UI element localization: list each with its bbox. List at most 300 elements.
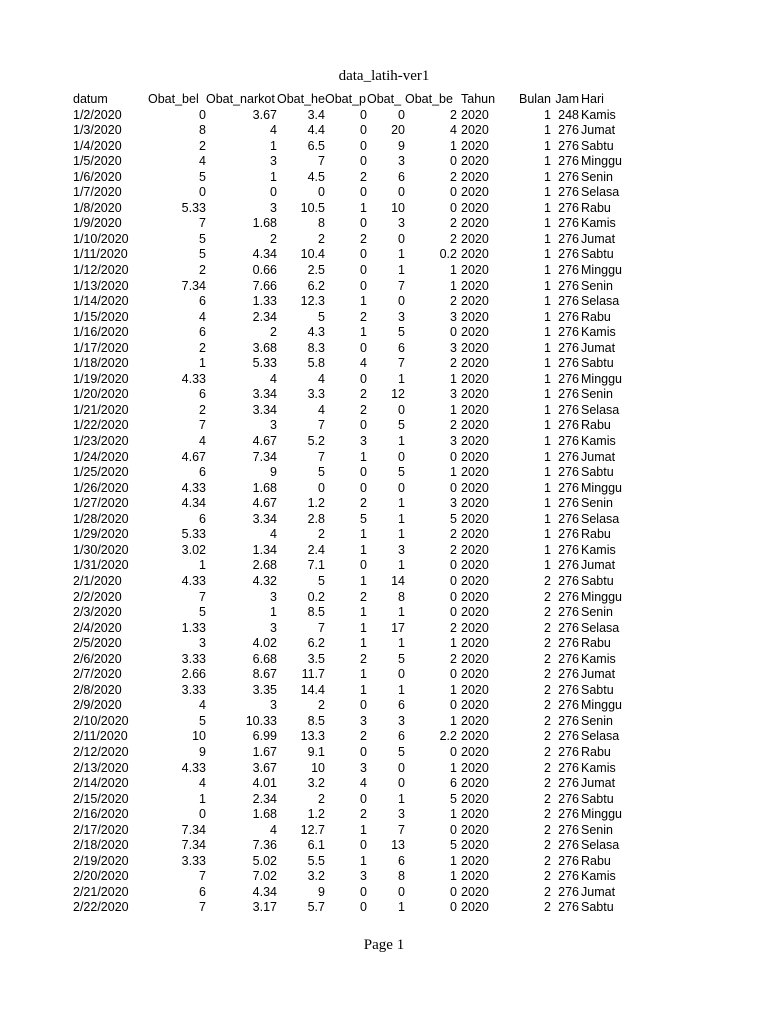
cell-hari: Kamis xyxy=(581,542,616,557)
cell-hari: Sabtu xyxy=(581,791,614,806)
cell-obat-bel: 6 xyxy=(199,294,206,309)
table-row xyxy=(73,496,631,512)
cell-obat-p: 1 xyxy=(360,325,367,340)
cell-obat-be: 5 xyxy=(450,791,457,806)
table-row xyxy=(73,325,631,341)
cell-obat-narkot: 3 xyxy=(270,200,277,215)
cell-obat-he: 0 xyxy=(318,480,325,495)
table-row xyxy=(73,605,631,621)
cell-datum: 2/1/2020 xyxy=(73,573,122,588)
cell-hari: Jumat xyxy=(581,449,616,464)
cell-obat: 0 xyxy=(398,760,405,775)
cell-obat: 9 xyxy=(398,138,405,153)
cell-obat-he: 9 xyxy=(318,884,325,899)
cell-tahun: 2020 xyxy=(461,340,489,355)
table-row xyxy=(73,170,631,186)
cell-obat-bel: 4.34 xyxy=(181,496,206,511)
cell-hari: Rabu xyxy=(581,418,611,433)
cell-obat-narkot: 2.68 xyxy=(252,558,277,573)
cell-tahun: 2020 xyxy=(461,169,489,184)
cell-bulan: 1 xyxy=(544,123,551,138)
table-row xyxy=(73,621,631,637)
cell-bulan: 2 xyxy=(544,884,551,899)
cell-tahun: 2020 xyxy=(461,418,489,433)
cell-jam: 276 xyxy=(558,309,579,324)
cell-jam: 276 xyxy=(558,744,579,759)
table-row xyxy=(73,356,631,372)
table-row xyxy=(73,481,631,497)
cell-obat: 6 xyxy=(398,853,405,868)
cell-hari: Sabtu xyxy=(581,138,614,153)
cell-jam: 276 xyxy=(558,340,579,355)
header-obat-narkot: Obat_narkot xyxy=(206,92,275,106)
cell-obat-be: 2 xyxy=(450,418,457,433)
cell-bulan: 1 xyxy=(544,309,551,324)
cell-obat-be: 3 xyxy=(450,340,457,355)
cell-bulan: 2 xyxy=(544,729,551,744)
cell-tahun: 2020 xyxy=(461,511,489,526)
cell-obat-narkot: 1.68 xyxy=(252,216,277,231)
cell-obat-he: 2 xyxy=(318,231,325,246)
cell-tahun: 2020 xyxy=(461,356,489,371)
cell-datum: 1/2/2020 xyxy=(73,107,122,122)
cell-obat: 1 xyxy=(398,682,405,697)
cell-obat-p: 1 xyxy=(360,542,367,557)
cell-datum: 2/12/2020 xyxy=(73,744,129,759)
cell-jam: 276 xyxy=(558,605,579,620)
cell-obat-be: 2 xyxy=(450,542,457,557)
cell-obat-bel: 7.34 xyxy=(181,822,206,837)
cell-bulan: 2 xyxy=(544,791,551,806)
cell-hari: Rabu xyxy=(581,527,611,542)
cell-obat-narkot: 4.02 xyxy=(252,636,277,651)
cell-obat-p: 1 xyxy=(360,605,367,620)
cell-obat-narkot: 4.34 xyxy=(252,247,277,262)
table-row xyxy=(73,450,631,466)
cell-datum: 2/21/2020 xyxy=(73,884,129,899)
cell-hari: Selasa xyxy=(581,402,620,417)
cell-obat-he: 4.4 xyxy=(307,123,325,138)
cell-tahun: 2020 xyxy=(461,589,489,604)
cell-obat: 3 xyxy=(398,542,405,557)
cell-jam: 276 xyxy=(558,651,579,666)
cell-datum: 1/29/2020 xyxy=(73,527,129,542)
cell-obat-p: 0 xyxy=(360,123,367,138)
cell-bulan: 2 xyxy=(544,853,551,868)
table-row xyxy=(73,403,631,419)
cell-obat-bel: 7 xyxy=(199,900,206,915)
cell-hari: Jumat xyxy=(581,667,616,682)
cell-obat-narkot: 4.67 xyxy=(252,496,277,511)
cell-obat-p: 0 xyxy=(360,744,367,759)
cell-obat-be: 2 xyxy=(450,356,457,371)
cell-obat-he: 5 xyxy=(318,465,325,480)
cell-obat-he: 7.1 xyxy=(307,558,325,573)
cell-hari: Minggu xyxy=(581,371,622,386)
cell-obat-bel: 1 xyxy=(199,791,206,806)
cell-obat-he: 14.4 xyxy=(300,682,325,697)
table-body xyxy=(73,108,631,916)
table-row xyxy=(73,854,631,870)
cell-obat-narkot: 1 xyxy=(270,138,277,153)
cell-tahun: 2020 xyxy=(461,465,489,480)
cell-jam: 276 xyxy=(558,247,579,262)
cell-obat-p: 0 xyxy=(360,558,367,573)
cell-obat-narkot: 2 xyxy=(270,231,277,246)
cell-obat: 1 xyxy=(398,247,405,262)
cell-obat-bel: 1 xyxy=(199,356,206,371)
cell-obat-bel: 4.33 xyxy=(181,760,206,775)
cell-obat: 0 xyxy=(398,884,405,899)
cell-obat-bel: 5 xyxy=(199,247,206,262)
cell-obat-p: 2 xyxy=(360,309,367,324)
cell-jam: 276 xyxy=(558,620,579,635)
table-row xyxy=(73,667,631,683)
table-row xyxy=(73,465,631,481)
cell-obat: 17 xyxy=(391,620,405,635)
cell-tahun: 2020 xyxy=(461,216,489,231)
cell-obat-bel: 10 xyxy=(192,729,206,744)
cell-jam: 276 xyxy=(558,185,579,200)
cell-hari: Sabtu xyxy=(581,356,614,371)
cell-obat: 20 xyxy=(391,123,405,138)
cell-hari: Senin xyxy=(581,713,613,728)
cell-bulan: 1 xyxy=(544,496,551,511)
cell-obat-p: 0 xyxy=(360,465,367,480)
cell-bulan: 2 xyxy=(544,698,551,713)
cell-obat-narkot: 4 xyxy=(270,527,277,542)
cell-bulan: 1 xyxy=(544,371,551,386)
cell-bulan: 1 xyxy=(544,402,551,417)
cell-jam: 276 xyxy=(558,698,579,713)
cell-jam: 276 xyxy=(558,216,579,231)
table-row xyxy=(73,512,631,528)
cell-tahun: 2020 xyxy=(461,434,489,449)
cell-obat: 3 xyxy=(398,154,405,169)
cell-obat-he: 7 xyxy=(318,154,325,169)
cell-bulan: 1 xyxy=(544,200,551,215)
cell-obat-be: 5 xyxy=(450,511,457,526)
cell-obat-p: 0 xyxy=(360,371,367,386)
cell-obat-bel: 4 xyxy=(199,309,206,324)
cell-obat-p: 2 xyxy=(360,651,367,666)
cell-bulan: 1 xyxy=(544,449,551,464)
document-title: data_latih-ver1 xyxy=(338,68,430,84)
cell-obat-p: 4 xyxy=(360,356,367,371)
cell-datum: 1/26/2020 xyxy=(73,480,129,495)
cell-hari: Minggu xyxy=(581,807,622,822)
cell-obat-p: 0 xyxy=(360,263,367,278)
cell-obat-be: 2 xyxy=(450,651,457,666)
cell-obat-p: 1 xyxy=(360,853,367,868)
table-row xyxy=(73,823,631,839)
cell-jam: 276 xyxy=(558,263,579,278)
cell-jam: 276 xyxy=(558,527,579,542)
cell-datum: 2/7/2020 xyxy=(73,667,122,682)
cell-bulan: 2 xyxy=(544,869,551,884)
cell-bulan: 2 xyxy=(544,760,551,775)
cell-tahun: 2020 xyxy=(461,231,489,246)
cell-obat-bel: 2.66 xyxy=(181,667,206,682)
table-row xyxy=(73,310,631,326)
cell-obat-bel: 6 xyxy=(199,465,206,480)
table-row xyxy=(73,652,631,668)
cell-bulan: 1 xyxy=(544,138,551,153)
cell-obat-he: 1.2 xyxy=(307,496,325,511)
cell-datum: 2/10/2020 xyxy=(73,713,129,728)
cell-obat-narkot: 3.34 xyxy=(252,402,277,417)
cell-datum: 1/31/2020 xyxy=(73,558,129,573)
cell-obat-bel: 4 xyxy=(199,776,206,791)
cell-jam: 276 xyxy=(558,729,579,744)
cell-obat-narkot: 1 xyxy=(270,169,277,184)
cell-hari: Selasa xyxy=(581,620,620,635)
cell-obat: 6 xyxy=(398,729,405,744)
cell-obat-be: 2 xyxy=(450,216,457,231)
cell-obat-bel: 6 xyxy=(199,325,206,340)
cell-bulan: 2 xyxy=(544,713,551,728)
cell-bulan: 2 xyxy=(544,776,551,791)
cell-obat-he: 10 xyxy=(311,760,325,775)
cell-obat-he: 8.5 xyxy=(307,605,325,620)
cell-tahun: 2020 xyxy=(461,123,489,138)
cell-obat: 5 xyxy=(398,651,405,666)
cell-obat-p: 1 xyxy=(360,449,367,464)
header-jam: Jam xyxy=(555,92,579,106)
table-row xyxy=(73,108,631,124)
cell-jam: 276 xyxy=(558,838,579,853)
cell-tahun: 2020 xyxy=(461,605,489,620)
cell-datum: 1/5/2020 xyxy=(73,154,122,169)
cell-obat-narkot: 7.34 xyxy=(252,449,277,464)
cell-obat-p: 0 xyxy=(360,418,367,433)
cell-hari: Kamis xyxy=(581,325,616,340)
cell-obat-narkot: 5.33 xyxy=(252,356,277,371)
cell-datum: 1/18/2020 xyxy=(73,356,129,371)
cell-obat-be: 0 xyxy=(450,698,457,713)
cell-jam: 276 xyxy=(558,776,579,791)
cell-tahun: 2020 xyxy=(461,107,489,122)
cell-obat-narkot: 4.67 xyxy=(252,434,277,449)
cell-hari: Jumat xyxy=(581,776,616,791)
header-obat: Obat_ xyxy=(367,92,402,106)
cell-obat-p: 2 xyxy=(360,496,367,511)
cell-obat-be: 1 xyxy=(450,636,457,651)
cell-obat-he: 4 xyxy=(318,402,325,417)
cell-bulan: 2 xyxy=(544,838,551,853)
cell-obat-he: 7 xyxy=(318,449,325,464)
cell-bulan: 2 xyxy=(544,636,551,651)
cell-tahun: 2020 xyxy=(461,869,489,884)
cell-obat-narkot: 3.34 xyxy=(252,387,277,402)
cell-hari: Kamis xyxy=(581,869,616,884)
cell-jam: 276 xyxy=(558,356,579,371)
cell-obat-bel: 1.33 xyxy=(181,620,206,635)
cell-obat-he: 3.2 xyxy=(307,869,325,884)
cell-tahun: 2020 xyxy=(461,154,489,169)
cell-obat-he: 13.3 xyxy=(300,729,325,744)
cell-obat-he: 3.2 xyxy=(307,776,325,791)
cell-hari: Rabu xyxy=(581,309,611,324)
cell-jam: 276 xyxy=(558,791,579,806)
cell-bulan: 1 xyxy=(544,216,551,231)
cell-obat-narkot: 0 xyxy=(270,185,277,200)
cell-obat-be: 0 xyxy=(450,449,457,464)
cell-obat-narkot: 4.32 xyxy=(252,573,277,588)
cell-bulan: 1 xyxy=(544,527,551,542)
cell-obat: 3 xyxy=(398,309,405,324)
cell-obat-narkot: 1.34 xyxy=(252,542,277,557)
table-row xyxy=(73,869,631,885)
cell-obat-bel: 9 xyxy=(199,744,206,759)
cell-obat: 6 xyxy=(398,169,405,184)
cell-obat: 7 xyxy=(398,822,405,837)
header-tahun: Tahun xyxy=(461,92,496,106)
cell-datum: 1/12/2020 xyxy=(73,263,129,278)
cell-obat: 1 xyxy=(398,496,405,511)
cell-jam: 276 xyxy=(558,542,579,557)
cell-tahun: 2020 xyxy=(461,807,489,822)
cell-datum: 1/24/2020 xyxy=(73,449,129,464)
cell-obat-bel: 4.67 xyxy=(181,449,206,464)
table-row xyxy=(73,123,631,139)
header-hari: Hari xyxy=(581,92,604,106)
cell-jam: 276 xyxy=(558,480,579,495)
cell-obat-p: 1 xyxy=(360,620,367,635)
cell-hari: Sabtu xyxy=(581,465,614,480)
cell-obat-p: 1 xyxy=(360,573,367,588)
cell-obat-be: 0 xyxy=(450,558,457,573)
table-row xyxy=(73,574,631,590)
cell-datum: 2/16/2020 xyxy=(73,807,129,822)
cell-hari: Senin xyxy=(581,278,613,293)
cell-obat-narkot: 7.36 xyxy=(252,838,277,853)
cell-obat-bel: 6 xyxy=(199,511,206,526)
cell-obat-bel: 3.33 xyxy=(181,682,206,697)
cell-jam: 276 xyxy=(558,558,579,573)
cell-obat-be: 2 xyxy=(450,294,457,309)
cell-obat-be: 3 xyxy=(450,434,457,449)
cell-obat-narkot: 3.67 xyxy=(252,107,277,122)
cell-obat-be: 2 xyxy=(450,527,457,542)
cell-obat-be: 1 xyxy=(450,869,457,884)
table-row xyxy=(73,636,631,652)
cell-datum: 1/22/2020 xyxy=(73,418,129,433)
cell-datum: 1/14/2020 xyxy=(73,294,129,309)
table-row xyxy=(73,543,631,559)
cell-tahun: 2020 xyxy=(461,776,489,791)
cell-bulan: 2 xyxy=(544,573,551,588)
cell-hari: Jumat xyxy=(581,340,616,355)
table-row xyxy=(73,900,631,916)
table-row xyxy=(73,590,631,606)
cell-obat-he: 2 xyxy=(318,791,325,806)
cell-obat-bel: 2 xyxy=(199,138,206,153)
cell-obat: 3 xyxy=(398,216,405,231)
cell-jam: 276 xyxy=(558,449,579,464)
cell-obat-be: 5 xyxy=(450,838,457,853)
cell-bulan: 2 xyxy=(544,667,551,682)
cell-hari: Minggu xyxy=(581,154,622,169)
table-row xyxy=(73,838,631,854)
cell-hari: Selasa xyxy=(581,185,620,200)
cell-obat-narkot: 3 xyxy=(270,418,277,433)
cell-obat-he: 6.2 xyxy=(307,636,325,651)
cell-jam: 276 xyxy=(558,869,579,884)
cell-jam: 276 xyxy=(558,294,579,309)
cell-bulan: 1 xyxy=(544,231,551,246)
cell-obat-p: 0 xyxy=(360,480,367,495)
cell-obat-he: 5.5 xyxy=(307,853,325,868)
cell-obat-be: 1 xyxy=(450,402,457,417)
cell-datum: 1/27/2020 xyxy=(73,496,129,511)
table-row xyxy=(73,154,631,170)
cell-hari: Kamis xyxy=(581,434,616,449)
table-row xyxy=(73,201,631,217)
cell-obat-he: 6.5 xyxy=(307,138,325,153)
table-row xyxy=(73,279,631,295)
cell-hari: Minggu xyxy=(581,589,622,604)
cell-bulan: 1 xyxy=(544,340,551,355)
cell-tahun: 2020 xyxy=(461,138,489,153)
cell-bulan: 1 xyxy=(544,558,551,573)
cell-hari: Senin xyxy=(581,605,613,620)
cell-obat-be: 1 xyxy=(450,263,457,278)
cell-obat: 1 xyxy=(398,791,405,806)
cell-obat: 8 xyxy=(398,869,405,884)
cell-obat-he: 5.8 xyxy=(307,356,325,371)
cell-obat-p: 1 xyxy=(360,682,367,697)
cell-jam: 276 xyxy=(558,402,579,417)
cell-obat-bel: 5.33 xyxy=(181,200,206,215)
cell-obat-be: 3 xyxy=(450,387,457,402)
cell-obat: 7 xyxy=(398,278,405,293)
cell-obat-p: 2 xyxy=(360,589,367,604)
cell-jam: 276 xyxy=(558,169,579,184)
cell-hari: Kamis xyxy=(581,651,616,666)
cell-obat-he: 2.5 xyxy=(307,263,325,278)
cell-obat-he: 3.4 xyxy=(307,107,325,122)
cell-tahun: 2020 xyxy=(461,744,489,759)
cell-obat-p: 0 xyxy=(360,216,367,231)
cell-obat-he: 2.8 xyxy=(307,511,325,526)
cell-tahun: 2020 xyxy=(461,729,489,744)
cell-obat: 0 xyxy=(398,449,405,464)
cell-obat: 0 xyxy=(398,294,405,309)
cell-obat-be: 0 xyxy=(450,573,457,588)
cell-tahun: 2020 xyxy=(461,698,489,713)
cell-hari: Selasa xyxy=(581,294,620,309)
cell-tahun: 2020 xyxy=(461,387,489,402)
cell-tahun: 2020 xyxy=(461,636,489,651)
cell-obat-p: 1 xyxy=(360,667,367,682)
cell-datum: 2/2/2020 xyxy=(73,589,122,604)
cell-tahun: 2020 xyxy=(461,402,489,417)
cell-datum: 1/11/2020 xyxy=(73,247,128,262)
table-row xyxy=(73,729,631,745)
cell-obat-he: 7 xyxy=(318,418,325,433)
cell-jam: 276 xyxy=(558,371,579,386)
cell-obat-p: 1 xyxy=(360,527,367,542)
cell-jam: 276 xyxy=(558,667,579,682)
cell-hari: Sabtu xyxy=(581,573,614,588)
cell-obat-narkot: 3 xyxy=(270,589,277,604)
cell-datum: 2/3/2020 xyxy=(73,605,122,620)
cell-obat-he: 8.3 xyxy=(307,340,325,355)
cell-obat-p: 2 xyxy=(360,231,367,246)
cell-datum: 1/6/2020 xyxy=(73,169,122,184)
cell-obat-bel: 3.33 xyxy=(181,651,206,666)
